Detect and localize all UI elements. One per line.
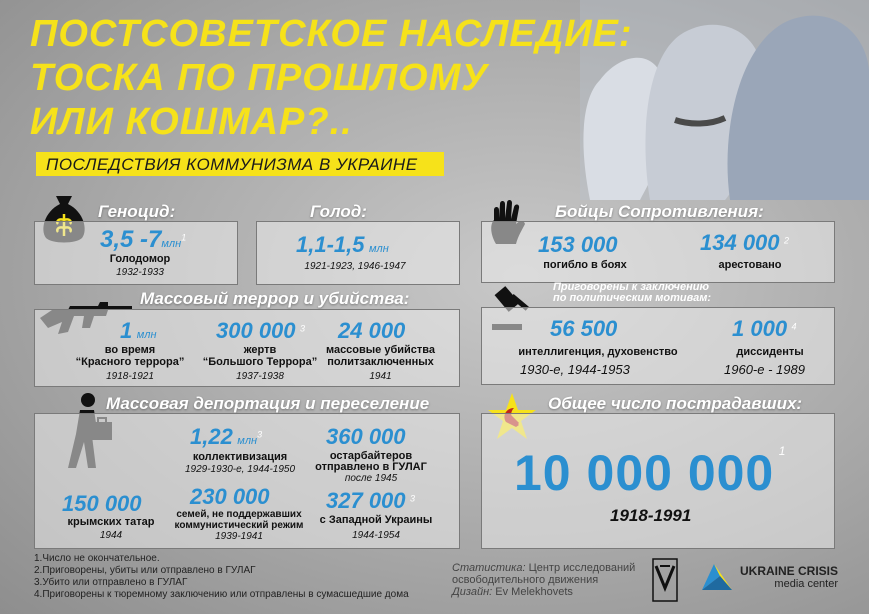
deportation-heading: Массовая депортация и переселение [106, 394, 430, 413]
resistance-arrested-group [700, 230, 789, 256]
deportation-ost-value: 360 000 [326, 424, 406, 449]
deportation-fam-years: 1939-1941 [215, 531, 263, 542]
terror-great-label-1: жертв [243, 344, 277, 356]
logo-sub: media center [774, 578, 839, 590]
credits [452, 562, 635, 598]
credits-design-label: Дизайн: [452, 586, 493, 598]
terror-prisoners-years: 1941 [369, 371, 392, 382]
deportation-fam-value: 230 000 [190, 484, 270, 509]
political-heading [553, 282, 711, 304]
credits-design-value: Ev Melekhovets [495, 586, 573, 598]
deportation-fam-label-1: семей, не поддержавших [176, 509, 302, 520]
famine-value: 1,1-1,5 [296, 232, 365, 257]
resistance-killed-label: погибло в боях [543, 259, 627, 271]
terror-great-years: 1937-1938 [236, 371, 284, 382]
terror-great-value: 300 000 [216, 318, 296, 343]
political-diss-label: диссиденты [736, 346, 804, 358]
subtitle-bar [36, 152, 444, 176]
deportation-coll-label: коллективизация [192, 451, 288, 463]
deportation-coll-unit: млн [237, 435, 258, 447]
deportation-coll-group [190, 424, 262, 450]
deportation-west-label: с Западной Украины [319, 514, 433, 526]
deportation-ost-label-2: отправлено в ГУЛАГ [315, 461, 427, 473]
deportation-coll-years: 1929-1930-е, 1944-1950 [184, 464, 296, 475]
genocide-footnote-ref: 1 [181, 232, 187, 243]
total-ref: 1 [778, 444, 786, 458]
genocide-label: Голодомор [109, 253, 171, 265]
deportation-west-value: 327 000 [326, 488, 406, 513]
terror-red-group [120, 318, 157, 344]
terror-red-value: 1 [120, 318, 133, 343]
deportation-tatar-value: 150 000 [62, 491, 142, 516]
resistance-arrested-value: 134 000 [700, 230, 780, 255]
genocide-heading: Геноцид: [98, 202, 176, 221]
credits-stats-value: Центр исследований [528, 562, 636, 574]
resistance-arrested-ref: 2 [783, 235, 789, 246]
political-diss-group [732, 316, 797, 342]
famine-value-group [296, 232, 389, 258]
terror-prisoners-label-1: массовые убийства [325, 344, 436, 356]
genocide-unit: млн [161, 238, 182, 250]
deportation-west-years: 1944-1954 [352, 530, 400, 541]
title-line-3: ИЛИ КОШМАР?.. [30, 101, 353, 143]
ukraine-crisis-logo-text [740, 565, 838, 591]
political-diss-ref: 4 [791, 321, 797, 332]
footnote-3: 3.Убито или отправлено в ГУЛАГ [34, 577, 188, 588]
famine-years: 1921-1923, 1946-1947 [304, 261, 406, 272]
deportation-coll-ref: 3 [257, 429, 263, 440]
total-value: 10 000 000 [514, 445, 775, 501]
footnote-4: 4.Приговорены к тюремному заключению или отправлены в сумасшедшие дома [34, 589, 409, 600]
deportation-fam-label-2: коммунистический режим [174, 520, 304, 531]
research-center-logo [652, 558, 678, 602]
terror-great-label-2: “Большого Террора” [202, 356, 318, 368]
footnote-1: 1.Число не окончательное. [34, 553, 160, 564]
resistance-arrested-label: арестовано [718, 259, 782, 271]
terror-prisoners-value: 24 000 [338, 318, 406, 343]
total-heading: Общее число пострадавших: [548, 394, 803, 413]
famine-unit: млн [368, 243, 389, 255]
political-intel-years: 1930-е, 1944-1953 [520, 362, 630, 377]
political-intel-value: 56 500 [550, 316, 618, 341]
deportation-west-ref: 3 [409, 493, 415, 504]
terror-heading: Массовый террор и убийства: [140, 289, 410, 308]
title-line-1: ПОСТСОВЕТСКОЕ НАСЛЕДИЕ: [30, 13, 633, 55]
credits-stats-label: Статистика: [452, 562, 526, 574]
genocide-years: 1932-1933 [116, 267, 164, 278]
political-heading-2: по политическим мотивам: [553, 292, 712, 304]
ukraine-crisis-logo-mark [700, 562, 734, 592]
credits-stats-value-2: освободительного движения [452, 574, 599, 586]
total-years: 1918-1991 [610, 506, 692, 525]
political-diss-years: 1960-е - 1989 [724, 362, 805, 377]
deportation-tatar-label: крымских татар [67, 516, 155, 528]
footnotes [34, 553, 409, 601]
footnote-2: 2.Приговорены, убиты или отправлено в ГУЛАГ [34, 565, 256, 576]
deportation-west-group [326, 488, 415, 514]
page-title [30, 12, 633, 144]
deportation-tatar-years: 1944 [99, 530, 123, 541]
subtitle: ПОСЛЕДСТВИЯ КОММУНИЗМА В УКРАИНЕ [46, 155, 418, 174]
resistance-killed-value: 153 000 [538, 232, 618, 257]
genocide-value: 3,5 -7 [100, 226, 162, 253]
terror-red-label-2: “Красного террора” [75, 356, 185, 368]
title-line-2: ТОСКА ПО ПРОШЛОМУ [30, 57, 489, 99]
deportation-ost-label-3: после 1945 [344, 473, 398, 484]
deportation-coll-value: 1,22 [190, 424, 233, 449]
terror-great-group [216, 318, 305, 344]
famine-heading: Голод: [310, 202, 367, 221]
terror-red-years: 1918-1921 [106, 371, 154, 382]
terror-red-unit: млн [136, 329, 157, 341]
total-value-group [514, 444, 785, 502]
political-intel-label: интеллигенция, духовенство [518, 346, 678, 358]
genocide-value-group [100, 226, 186, 254]
logo-name: UKRAINE CRISIS [740, 564, 839, 578]
terror-prisoners-label-2: политзаключенных [327, 356, 434, 368]
terror-great-ref: 3 [299, 323, 305, 334]
deportation-ost-label-1: остарбайтеров [329, 450, 413, 462]
political-diss-value: 1 000 [732, 316, 788, 341]
resistance-heading: Бойцы Сопротивления: [555, 202, 764, 221]
terror-red-label-1: во время [104, 344, 156, 356]
political-heading-1: Приговорены к заключению [553, 281, 709, 293]
